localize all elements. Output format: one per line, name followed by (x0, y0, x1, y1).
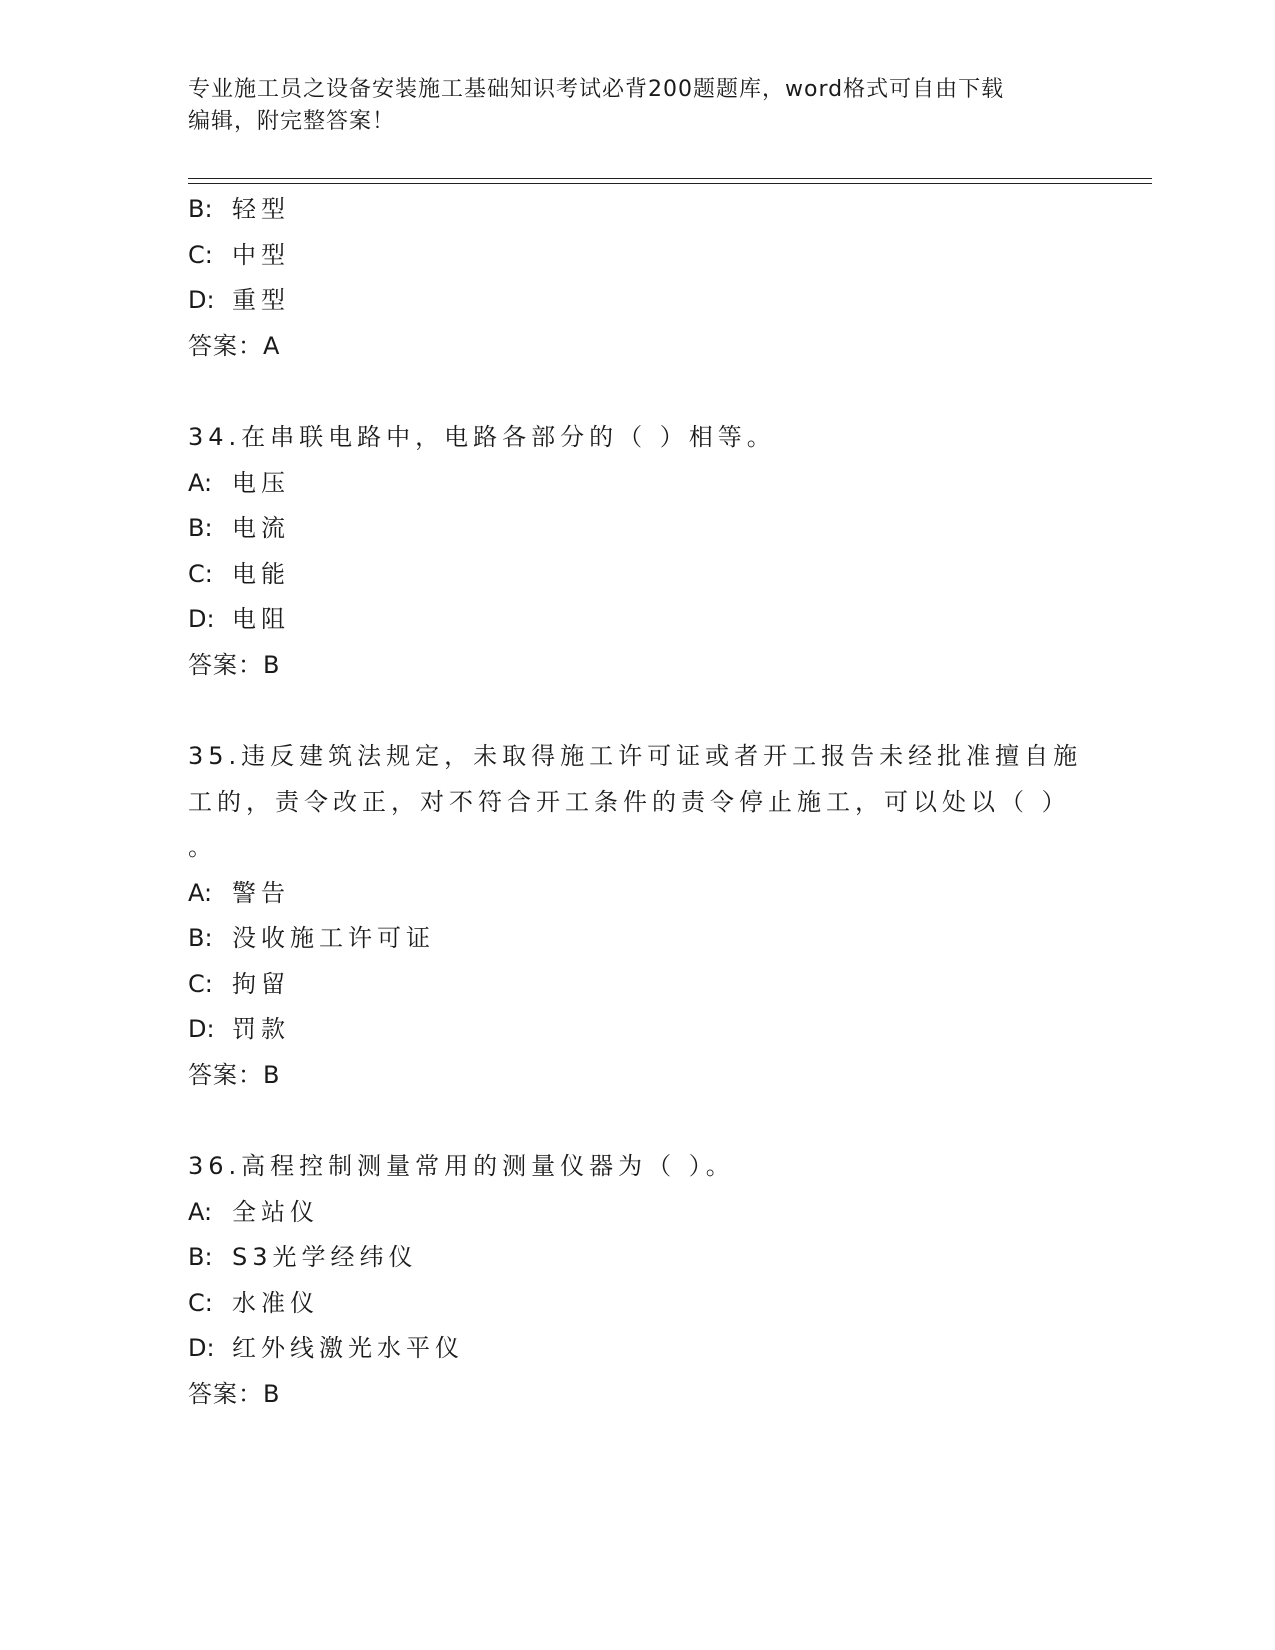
option-key: A: (188, 468, 213, 497)
question-text: 34.在串联电路中，电路各部分的（ ）相等。 (188, 423, 776, 451)
prev-question-block (188, 187, 1088, 369)
question-content (188, 187, 1088, 1417)
option-text: 电能 (232, 559, 290, 588)
option-row (188, 871, 1088, 917)
option-row (188, 187, 1088, 233)
option-key: C: (188, 969, 213, 998)
option-row (188, 461, 1088, 507)
option-text: 轻型 (232, 195, 290, 223)
option-text: 水准仪 (232, 1288, 319, 1317)
spacer (188, 688, 1088, 734)
option-key: A: (188, 878, 213, 907)
option-row (188, 597, 1088, 643)
question-block-35 (188, 734, 1088, 1098)
option-text: 没收施工许可证 (232, 924, 435, 952)
option-key: D: (188, 605, 215, 633)
option-text: S3光学经纬仪 (232, 1243, 418, 1271)
header-line-1: 专业施工员之设备安装施工基础知识考试必背200题题库，word格式可自由下载 (188, 77, 1005, 102)
answer-line: 答案：B (188, 650, 281, 679)
question-block-36 (188, 1144, 1088, 1417)
option-key: D: (188, 1334, 215, 1362)
option-row (188, 278, 1088, 324)
header-rule-top (188, 178, 1152, 179)
option-key: C: (188, 559, 213, 588)
option-key: D: (188, 286, 215, 314)
option-key: A: (188, 1197, 213, 1226)
option-key: C: (188, 1288, 213, 1317)
header-rule-bottom (188, 183, 1152, 184)
option-row (188, 1235, 1088, 1281)
option-text: 电阻 (232, 605, 290, 633)
option-key: B: (188, 1243, 213, 1271)
option-text: 全站仪 (232, 1197, 319, 1226)
option-text: 拘留 (232, 969, 290, 998)
option-row (188, 1007, 1088, 1053)
option-row (188, 1190, 1088, 1236)
option-text: 罚款 (232, 1015, 290, 1043)
question-text: 。 (188, 833, 217, 861)
question-block-34 (188, 415, 1088, 688)
option-row (188, 233, 1088, 279)
answer-line: 答案：A (188, 331, 281, 360)
document-header (188, 74, 1068, 138)
option-text: 电压 (232, 468, 290, 497)
option-key: C: (188, 240, 213, 269)
option-text: 警告 (232, 878, 290, 907)
spacer (188, 1098, 1088, 1144)
option-text: 重型 (232, 286, 290, 314)
spacer (188, 369, 1088, 415)
question-text: 工的，责令改正，对不符合开工条件的责令停止施工，可以处以（ ） (188, 787, 1071, 816)
option-row (188, 962, 1088, 1008)
option-row (188, 1281, 1088, 1327)
option-key: D: (188, 1015, 215, 1043)
option-row (188, 552, 1088, 598)
option-text: 中型 (232, 240, 290, 269)
option-row (188, 506, 1088, 552)
option-row (188, 1326, 1088, 1372)
question-text: 35.违反建筑法规定，未取得施工许可证或者开工报告未经批准擅自施 (188, 742, 1083, 770)
answer-line: 答案：B (188, 1379, 281, 1408)
option-text: 电流 (232, 514, 290, 542)
option-key: B: (188, 514, 213, 542)
option-text: 红外线激光水平仪 (232, 1334, 464, 1362)
option-key: B: (188, 924, 213, 952)
question-text: 36.高程控制测量常用的测量仪器为（ ）。 (188, 1152, 735, 1180)
option-row (188, 916, 1088, 962)
header-line-2: 编辑，附完整答案！ (188, 109, 396, 134)
option-key: B: (188, 195, 213, 223)
answer-line: 答案：B (188, 1060, 281, 1089)
